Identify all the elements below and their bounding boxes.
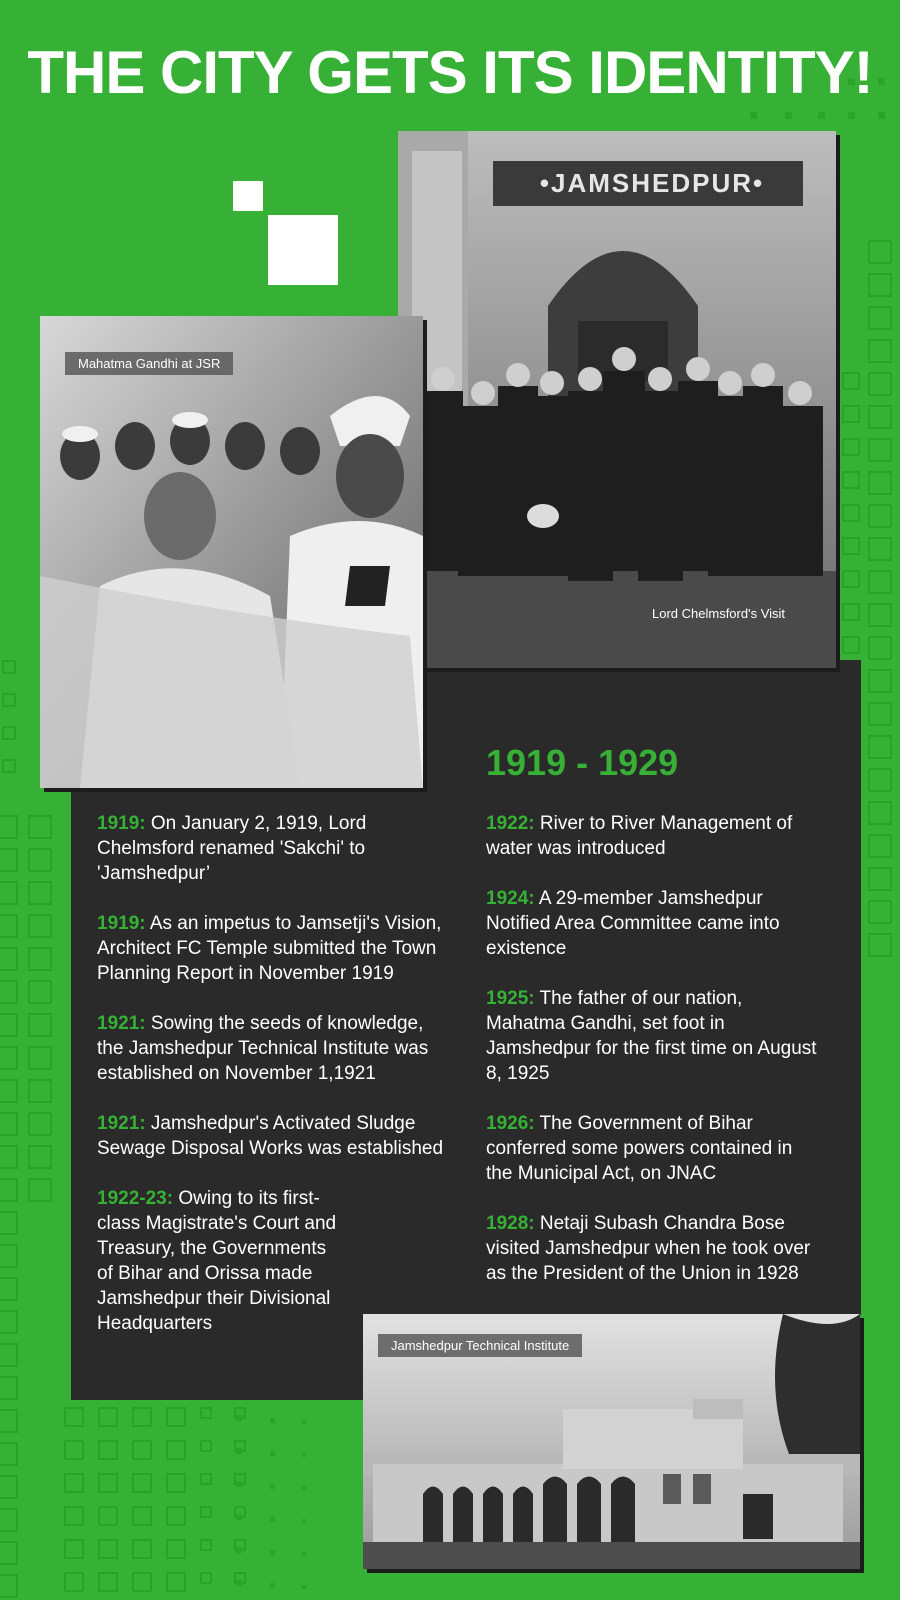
pattern-square: [28, 980, 52, 1004]
pattern-square: [64, 1539, 84, 1559]
pattern-square: [64, 1572, 84, 1592]
pattern-square: [28, 947, 52, 971]
pattern-square: [868, 471, 892, 495]
pattern-square: [98, 1572, 118, 1592]
pattern-square: [868, 240, 892, 264]
timeline-entry: [97, 811, 455, 886]
pattern-square: [132, 1506, 152, 1526]
pattern-square: [0, 1409, 18, 1433]
pattern-square: [166, 1539, 186, 1559]
pattern-square: [200, 1407, 212, 1419]
pattern-square: [0, 1046, 18, 1070]
technical-institute-caption: Jamshedpur Technical Institute: [378, 1334, 582, 1357]
pattern-square: [868, 900, 892, 924]
pattern-square: [868, 603, 892, 627]
entry-text: The Government of Bihar conferred some powers contained in the Municipal Act, on JNAC: [486, 1113, 793, 1184]
pattern-square: [28, 881, 52, 905]
pattern-square: [842, 504, 860, 522]
entry-year: 1921:: [97, 1013, 146, 1034]
pattern-dot: [270, 1583, 275, 1588]
pattern-square: [0, 815, 18, 839]
pattern-square: [132, 1440, 152, 1460]
pattern-square: [0, 1079, 18, 1103]
pattern-dot: [270, 1517, 275, 1522]
pattern-square: [166, 1440, 186, 1460]
pattern-square: [132, 1473, 152, 1493]
pattern-square: [200, 1440, 212, 1452]
pattern-square: [868, 801, 892, 825]
pattern-dot: [302, 1552, 306, 1556]
pattern-square: [200, 1473, 212, 1485]
pattern-square: [868, 702, 892, 726]
pattern-square: [0, 1376, 18, 1400]
pattern-square: [166, 1572, 186, 1592]
chelmsford-visit-photo: [398, 131, 836, 668]
pattern-square: [28, 1145, 52, 1169]
pattern-dot: [236, 1547, 242, 1553]
pattern-square: [166, 1473, 186, 1493]
pattern-square: [64, 1440, 84, 1460]
entry-year: 1919:: [97, 913, 146, 934]
pattern-square: [868, 405, 892, 429]
pattern-square: [0, 1145, 18, 1169]
pattern-square: [64, 1506, 84, 1526]
pattern-square: [0, 1508, 18, 1532]
pattern-dot: [878, 112, 885, 119]
pattern-dot: [750, 112, 757, 119]
entry-text: Jamshedpur's Activated Sludge Sewage Disposal Works was established: [97, 1113, 444, 1159]
pattern-square: [0, 848, 18, 872]
timeline-entry: [97, 1011, 455, 1086]
pattern-dot: [302, 1453, 306, 1457]
pattern-square: [842, 405, 860, 423]
pattern-square: [28, 1178, 52, 1202]
pattern-square: [2, 660, 16, 674]
pattern-square: [98, 1440, 118, 1460]
pattern-square: [842, 537, 860, 555]
pattern-square: [868, 504, 892, 528]
decorative-square-large: [268, 215, 338, 285]
pattern-dot: [302, 1486, 306, 1490]
pattern-dot: [236, 1580, 242, 1586]
pattern-dot: [302, 1585, 306, 1589]
gandhi-caption: Mahatma Gandhi at JSR: [65, 352, 233, 375]
pattern-square: [200, 1539, 212, 1551]
pattern-square: [28, 1013, 52, 1037]
timeline-left-column: [97, 811, 455, 1361]
pattern-square: [0, 1277, 18, 1301]
pattern-square: [166, 1506, 186, 1526]
entry-text: On January 2, 1919, Lord Chelmsford renamed 'Sakchi' to 'Jamshedpur’: [97, 813, 367, 884]
pattern-dot: [302, 1519, 306, 1523]
timeline-entry: [486, 886, 821, 961]
entry-text: A 29-member Jamshedpur Notified Area Committee came into existence: [486, 888, 780, 959]
pattern-square: [868, 438, 892, 462]
pattern-square: [842, 372, 860, 390]
entry-text: The father of our nation, Mahatma Gandhi, set foot in Jamshedpur for the first time on August 8, 1925: [486, 988, 817, 1084]
timeline-right-column: [486, 811, 821, 1311]
entry-year: 1922-23:: [97, 1188, 174, 1209]
pattern-square: [28, 1112, 52, 1136]
pattern-square: [28, 1046, 52, 1070]
entry-year: 1925:: [486, 988, 535, 1009]
pattern-square: [0, 1178, 18, 1202]
pattern-square: [132, 1407, 152, 1427]
timeline-entry: [97, 911, 455, 986]
timeline-entry: [97, 1111, 455, 1161]
entry-year: 1919:: [97, 813, 146, 834]
timeline-entry: [486, 986, 821, 1086]
pattern-square: [0, 1112, 18, 1136]
pattern-square: [868, 669, 892, 693]
pattern-square: [0, 881, 18, 905]
pattern-dot: [302, 1420, 306, 1424]
pattern-square: [98, 1407, 118, 1427]
pattern-square: [132, 1539, 152, 1559]
pattern-dot: [818, 112, 825, 119]
entry-text: Netaji Subash Chandra Bose visited Jamshedpur when he took over as the President of the Union in 1928: [486, 1213, 811, 1284]
pattern-square: [0, 980, 18, 1004]
pattern-square: [2, 759, 16, 773]
pattern-square: [0, 1574, 18, 1598]
entry-year: 1926:: [486, 1113, 535, 1134]
pattern-square: [0, 1211, 18, 1235]
pattern-dot: [236, 1415, 242, 1421]
pattern-square: [868, 537, 892, 561]
pattern-square: [2, 693, 16, 707]
pattern-dot: [270, 1418, 275, 1423]
pattern-dot: [236, 1481, 242, 1487]
pattern-square: [0, 1310, 18, 1334]
pattern-square: [842, 603, 860, 621]
pattern-square: [0, 947, 18, 971]
pattern-square: [98, 1539, 118, 1559]
entry-year: 1924:: [486, 888, 535, 909]
pattern-square: [868, 768, 892, 792]
pattern-square: [868, 834, 892, 858]
timeline-entry: [486, 1211, 821, 1286]
entry-text: As an impetus to Jamsetji's Vision, Architect FC Temple submitted the Town Planning Report in November 1919: [97, 913, 442, 984]
pattern-dot: [236, 1514, 242, 1520]
entry-year: 1928:: [486, 1213, 535, 1234]
pattern-square: [28, 914, 52, 938]
pattern-square: [868, 570, 892, 594]
pattern-square: [842, 570, 860, 588]
pattern-square: [868, 372, 892, 396]
pattern-square: [868, 306, 892, 330]
entry-text: Owing to its first-class Magistrate's Court and Treasury, the Governments of Bihar and Orissa made Jamshedpur their Divisional Headquarters: [97, 1188, 337, 1334]
pattern-square: [868, 933, 892, 957]
pattern-square: [868, 636, 892, 660]
pattern-square: [868, 867, 892, 891]
entry-text: River to River Management of water was introduced: [486, 813, 793, 859]
pattern-square: [200, 1572, 212, 1584]
pattern-square: [0, 1013, 18, 1037]
pattern-square: [28, 848, 52, 872]
pattern-square: [842, 636, 860, 654]
entry-year: 1921:: [97, 1113, 146, 1134]
pattern-square: [200, 1506, 212, 1518]
pattern-square: [0, 1541, 18, 1565]
gandhi-photo: [40, 316, 423, 788]
pattern-square: [98, 1473, 118, 1493]
pattern-square: [0, 1475, 18, 1499]
pattern-square: [28, 815, 52, 839]
entry-text: Sowing the seeds of knowledge, the Jamshedpur Technical Institute was established on November 1,1921: [97, 1013, 429, 1084]
chelmsford-sign: •JAMSHEDPUR•: [539, 168, 765, 198]
page-title: THE CITY GETS ITS IDENTITY!: [27, 39, 873, 106]
entry-year: 1922:: [486, 813, 535, 834]
pattern-dot: [270, 1451, 275, 1456]
pattern-square: [0, 1343, 18, 1367]
pattern-square: [868, 273, 892, 297]
pattern-square: [64, 1473, 84, 1493]
pattern-square: [98, 1506, 118, 1526]
pattern-square: [0, 1442, 18, 1466]
pattern-dot: [270, 1484, 275, 1489]
pattern-square: [28, 1079, 52, 1103]
timeline-range-heading: 1919 - 1929: [486, 742, 679, 783]
pattern-square: [132, 1572, 152, 1592]
pattern-square: [0, 1244, 18, 1268]
pattern-square: [2, 726, 16, 740]
timeline-entry: [486, 1111, 821, 1186]
pattern-dot: [785, 112, 792, 119]
pattern-square: [868, 735, 892, 759]
chelmsford-caption: Lord Chelmsford's Visit: [652, 606, 786, 621]
timeline-entry: [97, 1186, 347, 1336]
decorative-square-small: [233, 181, 263, 211]
pattern-square: [0, 914, 18, 938]
pattern-square: [868, 339, 892, 363]
pattern-square: [842, 471, 860, 489]
pattern-square: [64, 1407, 84, 1427]
pattern-dot: [236, 1448, 242, 1454]
timeline-entry: [486, 811, 821, 861]
pattern-square: [842, 438, 860, 456]
pattern-dot: [270, 1550, 275, 1555]
pattern-square: [166, 1407, 186, 1427]
pattern-dot: [848, 112, 855, 119]
